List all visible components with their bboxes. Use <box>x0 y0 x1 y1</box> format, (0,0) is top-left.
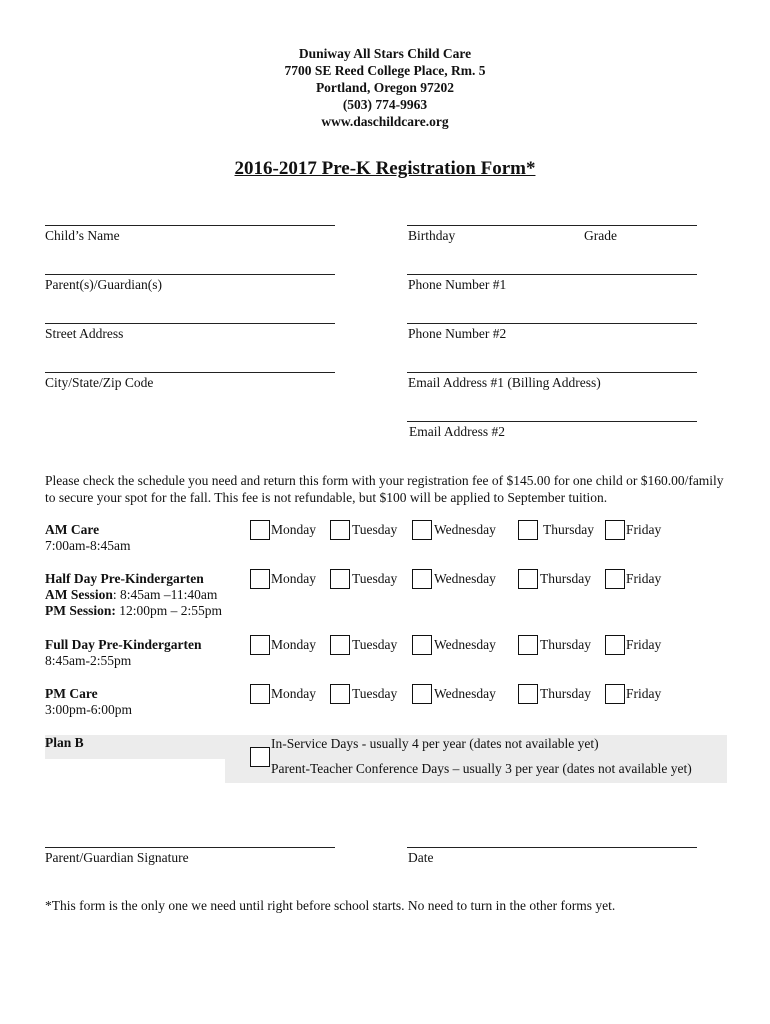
full-day-wednesday-label: Wednesday <box>434 637 496 652</box>
am-care-friday-label: Friday <box>626 522 662 537</box>
phone1-label: Phone Number #1 <box>408 277 507 292</box>
pm-care-label <box>45 686 132 718</box>
am-care-thursday-checkbox[interactable] <box>518 520 538 540</box>
am-care-wednesday-checkbox[interactable] <box>412 520 432 540</box>
am-care-label <box>45 522 130 554</box>
signature-label: Parent/Guardian Signature <box>45 850 189 865</box>
am-care-monday-label: Monday <box>271 522 316 537</box>
pm-care-title: PM Care <box>45 686 98 701</box>
email2-label: Email Address #2 <box>409 424 505 439</box>
email1-line[interactable] <box>407 372 697 373</box>
org-website[interactable]: www.daschildcare.org <box>321 114 449 129</box>
half-day-thursday-label: Thursday <box>540 571 591 586</box>
date-line[interactable] <box>407 847 697 848</box>
half-day-wednesday-label: Wednesday <box>434 571 496 586</box>
birthday-line[interactable] <box>407 225 697 226</box>
half-day-thursday-checkbox[interactable] <box>518 569 538 589</box>
city-state-zip-line[interactable] <box>45 372 335 373</box>
pm-care-hours: 3:00pm-6:00pm <box>45 702 132 717</box>
address-line-2: Portland, Oregon 97202 <box>315 80 455 95</box>
parents-guardians-label: Parent(s)/Guardian(s) <box>45 277 162 292</box>
full-day-friday-checkbox[interactable] <box>605 635 625 655</box>
email2-line[interactable] <box>407 421 697 422</box>
phone2-line[interactable] <box>407 323 697 324</box>
half-day-tuesday-checkbox[interactable] <box>330 569 350 589</box>
am-care-title: AM Care <box>45 522 100 537</box>
plan-b-conference-days: Parent-Teacher Conference Days – usually 3 per year (dates not available yet) <box>271 761 692 776</box>
email1-label: Email Address #1 (Billing Address) <box>408 375 601 390</box>
am-care-thursday-label: Thursday <box>543 522 594 537</box>
org-phone: (503) 774-9963 <box>342 97 428 112</box>
full-day-prek-hours: 8:45am-2:55pm <box>45 653 132 668</box>
full-day-thursday-checkbox[interactable] <box>518 635 538 655</box>
parents-guardians-line[interactable] <box>45 274 335 275</box>
half-day-wednesday-checkbox[interactable] <box>412 569 432 589</box>
pm-session-hours: PM Session: 12:00pm – 2:55pm <box>45 603 223 618</box>
schedule-instructions: Please check the schedule you need and return this form with your registration fee of $145.00 for one child or $160.00/family to secure your spot for the fall. This fee is not refundable, but $100 will be applied to September tuition. <box>45 473 724 505</box>
plan-b-title: Plan B <box>45 735 84 750</box>
am-care-tuesday-label: Tuesday <box>352 522 398 537</box>
pm-care-tuesday-checkbox[interactable] <box>330 684 350 704</box>
half-day-prek-label <box>45 571 222 619</box>
full-day-friday-label: Friday <box>626 637 662 652</box>
childs-name-label: Child’s Name <box>45 228 120 243</box>
full-day-tuesday-checkbox[interactable] <box>330 635 350 655</box>
am-care-tuesday-checkbox[interactable] <box>330 520 350 540</box>
pm-care-friday-label: Friday <box>626 686 662 701</box>
pm-care-tuesday-label: Tuesday <box>352 686 398 701</box>
form-title: 2016-2017 Pre-K Registration Form* <box>234 158 536 179</box>
address-line-1: 7700 SE Reed College Place, Rm. 5 <box>284 63 486 78</box>
half-day-monday-checkbox[interactable] <box>250 569 270 589</box>
pm-care-wednesday-checkbox[interactable] <box>412 684 432 704</box>
childs-name-line[interactable] <box>45 225 335 226</box>
plan-b-checkbox[interactable] <box>250 747 270 767</box>
footnote: *This form is the only one we need until right before school starts. No need to turn in the other forms yet. <box>45 898 616 913</box>
pm-care-friday-checkbox[interactable] <box>605 684 625 704</box>
pm-care-monday-checkbox[interactable] <box>250 684 270 704</box>
street-address-line[interactable] <box>45 323 335 324</box>
plan-b-in-service-days: In-Service Days - usually 4 per year (dates not available yet) <box>271 736 599 751</box>
am-care-monday-checkbox[interactable] <box>250 520 270 540</box>
half-day-prek-title: Half Day Pre-Kindergarten <box>45 571 204 586</box>
phone1-line[interactable] <box>407 274 697 275</box>
full-day-wednesday-checkbox[interactable] <box>412 635 432 655</box>
am-session-hours: AM Session: 8:45am –11:40am <box>45 587 218 602</box>
full-day-tuesday-label: Tuesday <box>352 637 398 652</box>
pm-care-thursday-checkbox[interactable] <box>518 684 538 704</box>
pm-care-monday-label: Monday <box>271 686 316 701</box>
city-state-zip-label: City/State/Zip Code <box>45 375 154 390</box>
pm-care-wednesday-label: Wednesday <box>434 686 496 701</box>
am-care-wednesday-label: Wednesday <box>434 522 496 537</box>
birthday-label: Birthday <box>408 228 456 243</box>
half-day-tuesday-label: Tuesday <box>352 571 398 586</box>
half-day-monday-label: Monday <box>271 571 316 586</box>
full-day-prek-title: Full Day Pre-Kindergarten <box>45 637 202 652</box>
full-day-monday-checkbox[interactable] <box>250 635 270 655</box>
date-label: Date <box>408 850 434 865</box>
full-day-monday-label: Monday <box>271 637 316 652</box>
am-care-friday-checkbox[interactable] <box>605 520 625 540</box>
pm-care-thursday-label: Thursday <box>540 686 591 701</box>
signature-line[interactable] <box>45 847 335 848</box>
half-day-friday-checkbox[interactable] <box>605 569 625 589</box>
street-address-label: Street Address <box>45 326 124 341</box>
phone2-label: Phone Number #2 <box>408 326 507 341</box>
half-day-friday-label: Friday <box>626 571 662 586</box>
full-day-thursday-label: Thursday <box>540 637 591 652</box>
am-care-hours: 7:00am-8:45am <box>45 538 131 553</box>
full-day-prek-label <box>45 637 201 669</box>
org-name: Duniway All Stars Child Care <box>298 46 472 61</box>
grade-label: Grade <box>584 228 617 243</box>
